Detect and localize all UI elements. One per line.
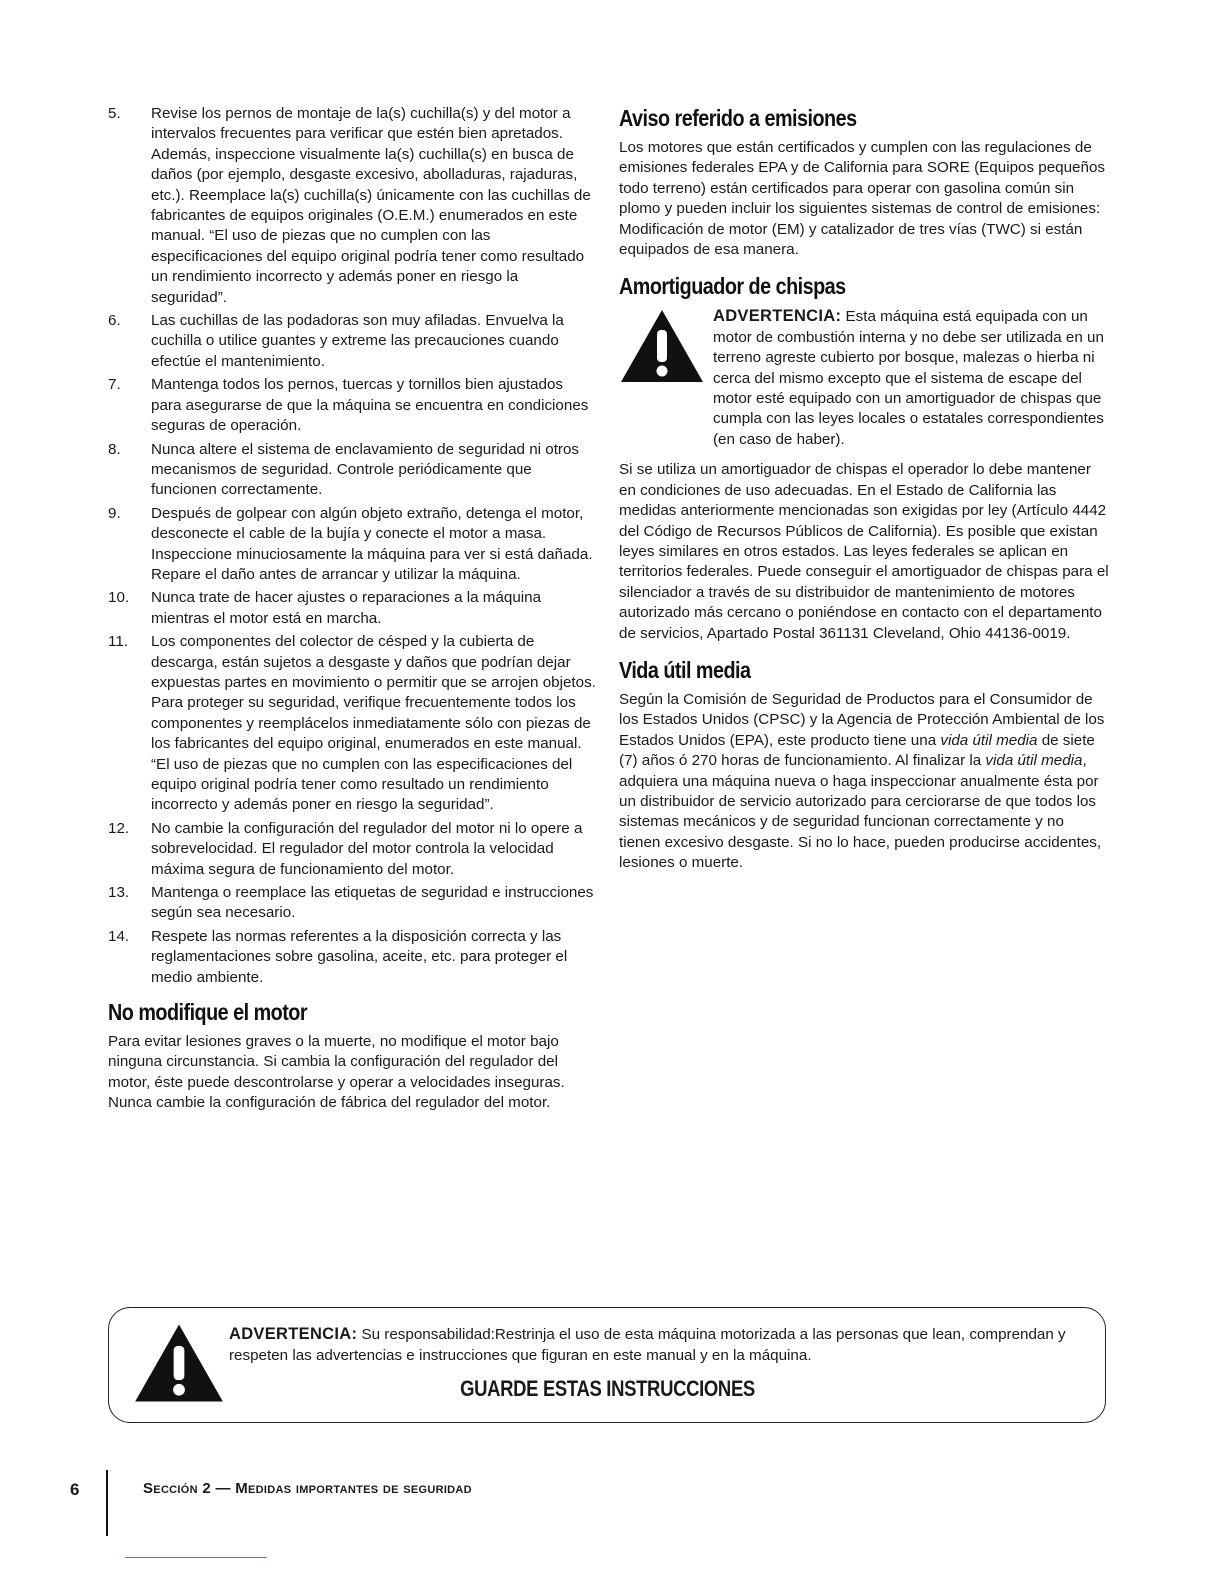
list-item <box>108 104 596 308</box>
list-item <box>108 504 596 586</box>
list-item-text: Las cuchillas de las podadoras son muy afiladas. Envuelva la cuchilla o utilice guantes y extreme las precauciones cuando efectúe el mantenimiento. <box>151 312 564 370</box>
spark-body: Si se utiliza un amortiguador de chispas el operador lo debe mantener en condiciones de uso adecuadas. En el Estado de California las medidas anteriormente mencionadas son exigidas por ley (Artículo 4442 del Código de Recursos Públicos de California). Es posible que existan leyes similares en otros estados. Las leyes federales se aplican en territorios federales. Puede conseguir el amortiguador de chispas para el silenciador a través de su distribuidor de mantenimiento de motores autorizado más cercano o poniéndose en contacto con el departamento de servicios, Apartado Postal 361131 Cleveland, Ohio 44136-0019. <box>619 461 1109 642</box>
list-item <box>108 375 596 436</box>
list-item-number: 11. <box>108 633 128 651</box>
list-item <box>108 588 596 629</box>
list-item <box>108 311 596 372</box>
list-item-text: Revise los pernos de montaje de la(s) cuchilla(s) y del motor a intervalos frecuentes para verificar que estén bien apretados. Además, inspeccione visualmente la(s) cuchilla(s) en busca de daños (por ejemplo, desgaste excesivo, abolladuras, rajaduras, etc.). Reemplace la(s) cuchilla(s) únicamente con las cuchillas de fabricantes de equipos originales (O.E.M.) enumerados en este manual. “El uso de piezas que no cumplen con las especificaciones del equipo original podría tener como resultado un rendimiento incorrecto y además poner en riesgo la seguridad”. <box>151 105 591 306</box>
list-item-number: 9. <box>108 504 121 522</box>
left-column <box>108 104 596 1126</box>
link-underline <box>125 1557 267 1558</box>
list-item <box>108 927 596 988</box>
no-modify-body: Para evitar lesiones graves o la muerte, no modifique el motor bajo ninguna circunstancia. Si cambia la configuración del regulador del motor, éste puede descontrolarse y operar a velocidades inseguras. Nunca cambie la configuración de fábrica del regulador del motor. <box>108 1033 565 1112</box>
bottom-warning-text <box>229 1324 1069 1366</box>
list-item <box>108 632 596 816</box>
life-heading: Vida útil media <box>619 656 751 683</box>
list-item-text: Después de golpear con algún objeto extraño, detenga el motor, desconecte el cable de la bujía y conecte el motor a masa. Inspeccione minuciosamente la máquina para ver si está dañada. Repare el daño antes de arrancar y utilizar la máquina. <box>151 504 593 583</box>
right-column <box>619 104 1109 886</box>
list-item-text: Los componentes del colector de césped y la cubierta de descarga, están sujetos a desgaste y daños que podrían dejar expuestas partes en movimiento o permitir que se arrojen objetos. Para proteger su seguridad, verifique frecuentemente todos los componentes y reemplácelos inmediatamente sólo con piezas de los fabricantes del equipo original, enumerados en este manual. “El uso de piezas que no cumplen con las especificaciones del equipo original podría tener como resultado un rendimiento incorrecto y además poner en riesgo la seguridad”. <box>151 633 596 814</box>
warning-triangle-icon <box>619 308 705 384</box>
save-instructions-text: GUARDE ESTAS INSTRUCCIONES <box>459 1376 755 1401</box>
spark-warning-label: ADVERTENCIA: <box>713 307 842 326</box>
bottom-warning-body: Su responsabilidad:Restrinja el uso de esta máquina motorizada a las personas que lean, comprendan y respeten las advertencias e instrucciones que figuran en este manual y en la máquina. <box>229 1326 1066 1364</box>
page-footer <box>0 1470 1224 1540</box>
footer-divider <box>106 1470 108 1536</box>
no-modify-heading: No modifique el motor <box>108 999 308 1026</box>
list-item-text: Mantenga o reemplace las etiquetas de seguridad e instrucciones según sea necesario. <box>151 884 594 922</box>
list-item-number: 8. <box>108 440 121 458</box>
bottom-warning-label: ADVERTENCIA: <box>229 1325 358 1343</box>
list-item-number: 13. <box>108 884 130 902</box>
life-body-part: Según la Comisión de Seguridad de Productos para el Consumidor de los Estados Unidos (CPSC) y la Agencia de Protección Ambiental de los Estados Unidos (EPA), este producto tiene una <box>619 690 1105 749</box>
life-body-part: de siete (7) años ó 270 horas de funcionamiento. Al finalizar la <box>619 731 1095 770</box>
spark-warning-text: Esta máquina está equipada con un motor de combustión interna y no debe ser utilizada en un terreno agreste cubierto por bosque, malezas o hierba ni cerca del mismo excepto que el sistema de escape del motor esté equipado con un amortiguador de chispas que cumpla con las leyes locales o estatales correspondientes (en caso de haber). <box>713 308 1104 448</box>
list-item-number: 7. <box>108 376 121 394</box>
emissions-body: Los motores que están certificados y cumplen con las regulaciones de emisiones federales EPA y de California para SORE (Equipos pequeños todo terreno) están certificados para operar con gasolina común sin plomo y pueden incluir los siguientes sistemas de control de emisiones: Modificación de motor (EM) y catalizador de tres vías (TWC) si están equipados de esa manera. <box>619 139 1105 259</box>
list-item-number: 5. <box>108 105 121 122</box>
list-item <box>108 883 596 924</box>
list-item <box>108 440 596 501</box>
list-item-number: 10. <box>108 589 130 607</box>
page-number: 6 <box>70 1480 80 1499</box>
list-item-text: Nunca altere el sistema de enclavamiento de seguridad ni otros mecanismos de seguridad. Controle periódicamente que funcionen correctamente. <box>151 440 580 499</box>
list-item-text: Nunca trate de hacer ajustes o reparaciones a la máquina mientras el motor está en marcha. <box>151 589 542 627</box>
list-item-number: 14. <box>108 927 130 945</box>
spark-heading: Amortiguador de chispas <box>619 273 846 300</box>
spark-warning <box>619 306 1109 450</box>
emissions-heading: Aviso referido a emisiones <box>619 105 857 131</box>
list-item-text: Respete las normas referentes a la disposición correcta y las reglamentaciones sobre gasolina, aceite, etc. para proteger el medio ambiente. <box>151 927 568 986</box>
save-instructions-title <box>109 1376 1105 1402</box>
bottom-warning-box <box>108 1307 1106 1423</box>
list-item-text: Mantenga todos los pernos, tuercas y tornillos bien ajustados para asegurarse de que la máquina se encuentra en condiciones seguras de operación. <box>151 376 589 435</box>
list-item-number: 6. <box>108 312 121 330</box>
safety-list <box>108 104 596 988</box>
life-body-part: , adquiera una máquina nueva o haga inspeccionar anualmente ésta por un distribuidor de servicio autorizado para cerciorarse de que todos los sistemas mecánicos y de seguridad funcionan correctamente y no tienen excesivo desgaste. Si no lo hace, pueden producirse accidentes, lesiones o muerte. <box>619 752 1102 872</box>
section-title: Sección 2 — Medidas importantes de seguridad <box>143 1480 472 1497</box>
list-item <box>108 819 596 880</box>
life-italic-term: vida útil media <box>985 752 1083 770</box>
list-item-number: 12. <box>108 819 130 837</box>
life-body <box>619 690 1109 874</box>
list-item-text: No cambie la configuración del regulador del motor ni lo opere a sobrevelocidad. El regulador del motor controla la velocidad máxima segura de funcionamiento del motor. <box>151 819 583 878</box>
life-italic-term: vida útil media <box>940 731 1038 749</box>
